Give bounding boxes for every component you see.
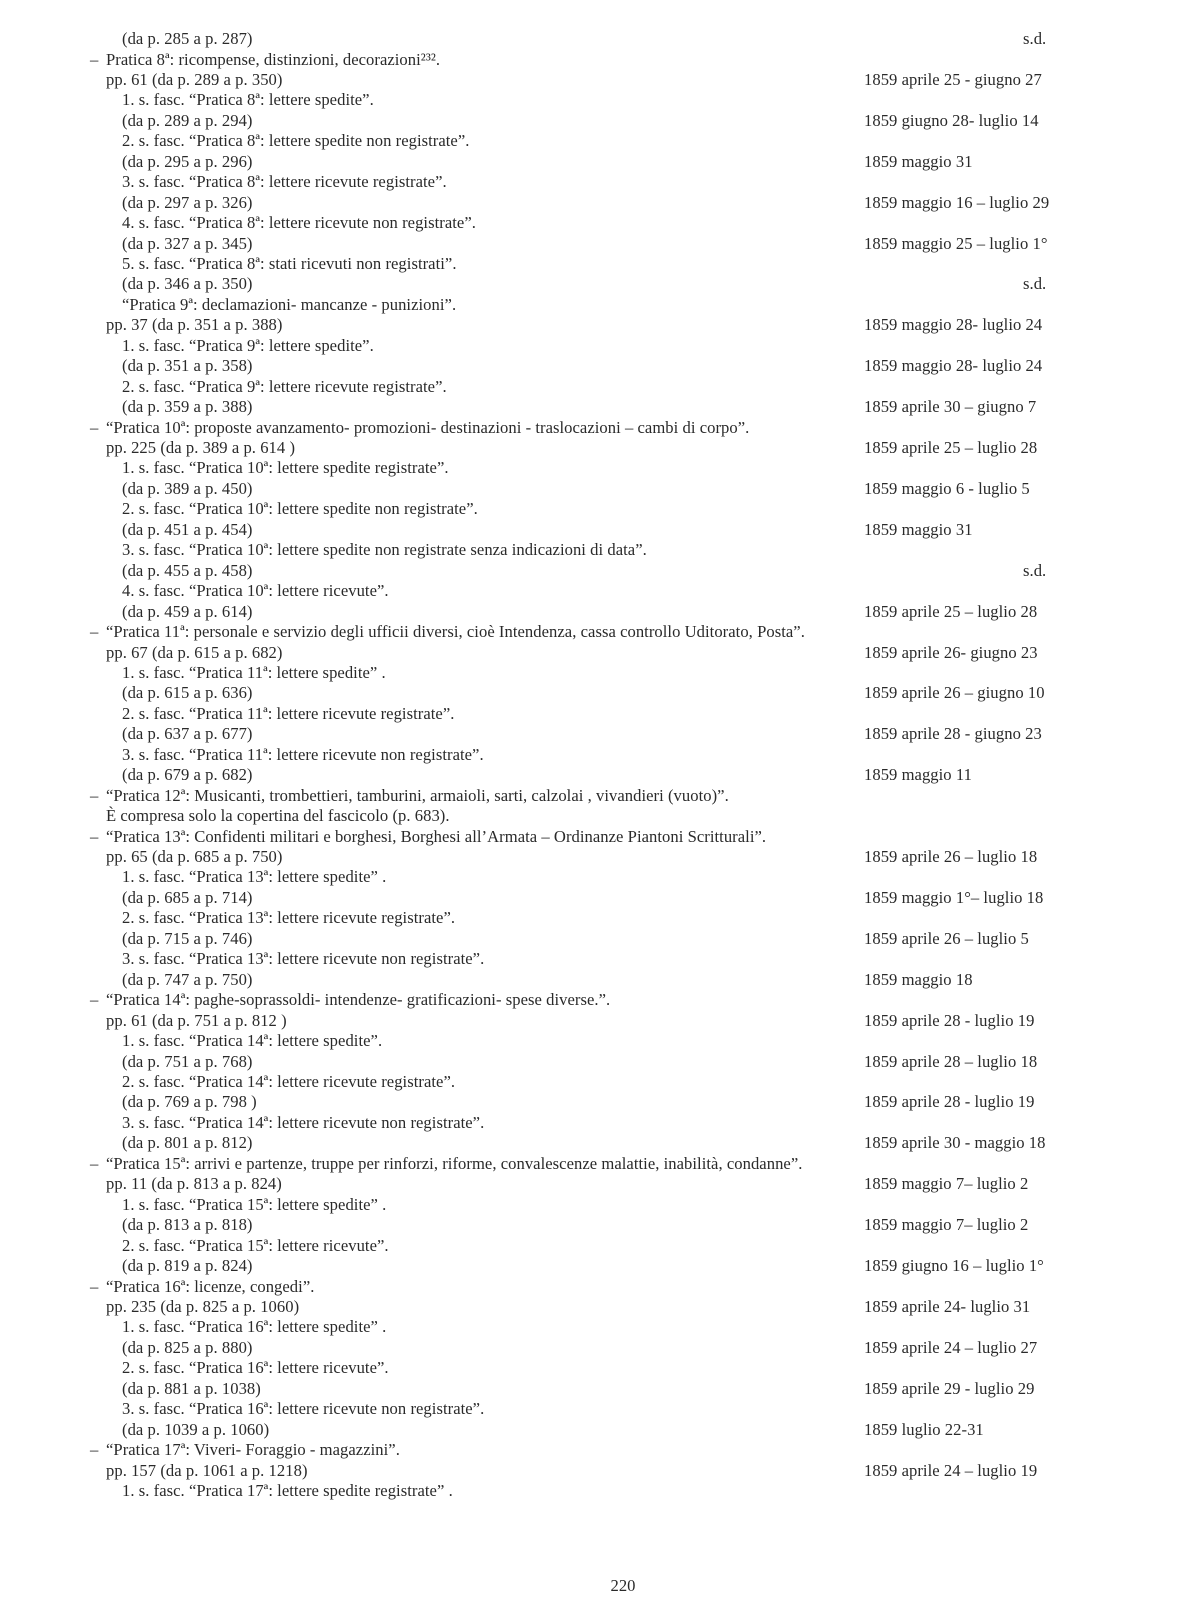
entry-line	[0, 866, 1198, 887]
entry-text: (da p. 825 a p. 880)	[122, 1337, 253, 1357]
entry-line	[0, 1276, 1198, 1297]
entry-text: (da p. 637 a p. 677)	[122, 724, 253, 744]
entry-text: 4. s. fasc. “Pratica 10ª: lettere ricevute”.	[122, 581, 389, 601]
entry-date: 1859 aprile 26 – luglio 18	[864, 847, 1038, 866]
entry-line	[0, 1419, 1198, 1440]
entry-text: pp. 157 (da p. 1061 a p. 1218)	[106, 1460, 308, 1480]
entry-text: (da p. 685 a p. 714)	[122, 887, 253, 907]
entry-text: 1. s. fasc. “Pratica 8ª: lettere spedite”.	[122, 90, 374, 110]
entry-text: (da p. 295 a p. 296)	[122, 151, 253, 171]
entry-date: 1859 giugno 16 – luglio 1°	[864, 1256, 1044, 1275]
entry-date: 1859 aprile 25 – luglio 28	[864, 601, 1038, 621]
entry-date: 1859 aprile 28 - luglio 19	[864, 1010, 1035, 1030]
entry-line	[0, 396, 1198, 417]
entry-text: 2. s. fasc. “Pratica 16ª: lettere ricevute”.	[122, 1358, 389, 1378]
entry-undated: s.d.	[1023, 560, 1047, 580]
entry-text: (da p. 751 a p. 768)	[122, 1051, 253, 1071]
entry-line	[0, 1255, 1198, 1276]
entry-date: 1859 aprile 28 – luglio 18	[864, 1051, 1038, 1071]
entry-text: “Pratica 10ª: proposte avanzamento- promozioni- destinazioni - traslocazioni – cambi di corpo”.	[106, 417, 750, 437]
entry-text: (da p. 769 a p. 798 )	[122, 1092, 257, 1112]
entry-line	[0, 417, 1198, 438]
entry-text: 1. s. fasc. “Pratica 17ª: lettere spedite registrate” .	[122, 1481, 453, 1500]
entry-line	[0, 478, 1198, 499]
entry-date: 1859 aprile 30 - maggio 18	[864, 1133, 1046, 1153]
entry-line	[0, 907, 1198, 928]
entry-dash: –	[90, 1440, 99, 1459]
entry-line	[0, 642, 1198, 663]
entry-date: 1859 maggio 7– luglio 2	[864, 1174, 1029, 1194]
entry-date: 1859 aprile 26 – luglio 5	[864, 928, 1029, 948]
entry-line	[0, 1173, 1198, 1194]
entry-line	[0, 662, 1198, 683]
entry-date: 1859 giugno 28- luglio 14	[864, 110, 1039, 130]
entry-date: 1859 aprile 24- luglio 31	[864, 1296, 1031, 1316]
entry-text: (da p. 615 a p. 636)	[122, 683, 253, 703]
page-number-text: 220	[610, 1576, 636, 1595]
entry-date: 1859 maggio 6 - luglio 5	[864, 478, 1030, 498]
entry-text: “Pratica 15ª: arrivi e partenze, truppe per rinforzi, riforme, convalescenze malattie, inabilità, condanne”.	[106, 1153, 803, 1173]
entry-line	[0, 49, 1198, 70]
entry-text: È compresa solo la copertina del fascicolo (p. 683).	[106, 806, 450, 826]
entry-text: (da p. 801 a p. 812)	[122, 1133, 253, 1153]
entry-date: 1859 aprile 24 – luglio 27	[864, 1337, 1038, 1357]
entry-line	[0, 437, 1198, 458]
entry-text: pp. 11 (da p. 813 a p. 824)	[106, 1174, 282, 1194]
entry-line	[0, 1316, 1198, 1337]
entry-line	[0, 498, 1198, 519]
entry-line	[0, 519, 1198, 540]
entry-line	[0, 335, 1198, 356]
entry-line	[0, 1091, 1198, 1112]
entry-text: 2. s. fasc. “Pratica 8ª: lettere spedite non registrate”.	[122, 131, 470, 151]
entry-text: 1. s. fasc. “Pratica 15ª: lettere spedite” .	[122, 1194, 387, 1214]
entry-date: 1859 luglio 22-31	[864, 1419, 984, 1439]
entry-text: 1. s. fasc. “Pratica 16ª: lettere spedite” .	[122, 1317, 387, 1337]
page-number	[0, 1576, 1198, 1596]
entry-date: 1859 maggio 31	[864, 519, 973, 539]
entry-date: 1859 maggio 11	[864, 765, 972, 785]
entry-line	[0, 1378, 1198, 1399]
entry-line	[0, 28, 1198, 49]
entry-date: 1859 maggio 7– luglio 2	[864, 1215, 1029, 1235]
entry-line	[0, 457, 1198, 478]
entry-line	[0, 580, 1198, 601]
entry-text: pp. 235 (da p. 825 a p. 1060)	[106, 1296, 300, 1316]
entry-line	[0, 110, 1198, 131]
entry-text: (da p. 1039 a p. 1060)	[122, 1419, 270, 1439]
entry-undated: s.d.	[1023, 274, 1047, 294]
entry-text: “Pratica 13ª: Confidenti militari e borghesi, Borghesi all’Armata – Ordinanze Piantoni Scritturali”.	[106, 826, 767, 846]
entry-line	[0, 1296, 1198, 1317]
entry-text: 1. s. fasc. “Pratica 9ª: lettere spedite”.	[122, 335, 374, 355]
entry-line	[0, 212, 1198, 233]
entry-date: 1859 maggio 28- luglio 24	[864, 315, 1043, 335]
entry-line	[0, 621, 1198, 642]
entry-line	[0, 682, 1198, 703]
entry-line	[0, 703, 1198, 724]
entry-line	[0, 376, 1198, 397]
entry-undated: s.d.	[1023, 29, 1047, 48]
entry-text: (da p. 455 a p. 458)	[122, 560, 253, 580]
entry-line	[0, 1460, 1198, 1481]
entry-line	[0, 785, 1198, 806]
entry-line	[0, 151, 1198, 172]
entry-line	[0, 723, 1198, 744]
entry-dash: –	[90, 49, 99, 69]
entry-text: 2. s. fasc. “Pratica 13ª: lettere ricevute registrate”.	[122, 908, 456, 928]
entry-text: pp. 61 (da p. 751 a p. 812 )	[106, 1010, 287, 1030]
entry-text: 1. s. fasc. “Pratica 13ª: lettere spedite” .	[122, 867, 387, 887]
entry-text: “Pratica 14ª: paghe-soprassoldi- intendenze- gratificazioni- spese diverse.”.	[106, 990, 611, 1010]
entry-text: (da p. 289 a p. 294)	[122, 110, 253, 130]
entry-line	[0, 69, 1198, 90]
entry-line	[0, 826, 1198, 847]
entry-text: (da p. 389 a p. 450)	[122, 478, 253, 498]
entry-text: “Pratica 16ª: licenze, congedi”.	[106, 1276, 315, 1296]
entry-dash: –	[90, 417, 99, 437]
entry-line	[0, 846, 1198, 867]
entry-text: (da p. 346 a p. 350)	[122, 274, 253, 294]
entry-text: 3. s. fasc. “Pratica 13ª: lettere ricevute non registrate”.	[122, 949, 485, 969]
entry-text: pp. 61 (da p. 289 a p. 350)	[106, 69, 283, 89]
entry-line	[0, 192, 1198, 213]
entry-text: (da p. 451 a p. 454)	[122, 519, 253, 539]
entry-line	[0, 1439, 1198, 1460]
entry-text: 3. s. fasc. “Pratica 16ª: lettere ricevute non registrate”.	[122, 1399, 485, 1419]
entry-line	[0, 1337, 1198, 1358]
entry-text: 1. s. fasc. “Pratica 10ª: lettere spedite registrate”.	[122, 458, 449, 478]
entry-dash: –	[90, 1153, 99, 1173]
entry-date: 1859 maggio 31	[864, 151, 973, 171]
entry-date: 1859 aprile 30 – giugno 7	[864, 397, 1037, 417]
entry-line	[0, 233, 1198, 254]
entry-text: “Pratica 9ª: declamazioni- mancanze - punizioni”.	[122, 294, 457, 314]
entry-date: 1859 aprile 26 – giugno 10	[864, 683, 1045, 703]
entry-line	[0, 171, 1198, 192]
entry-date: 1859 maggio 25 – luglio 1°	[864, 233, 1048, 253]
entry-text: “Pratica 17ª: Viveri- Foraggio - magazzini”.	[106, 1440, 400, 1459]
entry-line	[0, 1235, 1198, 1256]
entry-date: 1859 aprile 25 – luglio 28	[864, 438, 1038, 457]
entry-dash: –	[90, 785, 99, 805]
entry-text: Pratica 8ª: ricompense, distinzioni, decorazioni²³².	[106, 49, 441, 69]
entry-line	[0, 969, 1198, 990]
entry-text: (da p. 819 a p. 824)	[122, 1256, 253, 1275]
entry-line	[0, 294, 1198, 315]
entry-date: 1859 maggio 16 – luglio 29	[864, 192, 1050, 212]
entry-date: 1859 aprile 26- giugno 23	[864, 642, 1038, 662]
entry-line	[0, 130, 1198, 151]
entry-line	[0, 928, 1198, 949]
entry-line	[0, 1051, 1198, 1072]
entry-line	[0, 355, 1198, 376]
entry-line	[0, 314, 1198, 335]
entry-line	[0, 601, 1198, 622]
entry-dash: –	[90, 622, 99, 641]
entry-line	[0, 1010, 1198, 1031]
entry-line	[0, 1214, 1198, 1235]
entry-date: 1859 aprile 24 – luglio 19	[864, 1460, 1038, 1480]
entry-line	[0, 805, 1198, 826]
entry-text: (da p. 679 a p. 682)	[122, 765, 253, 785]
entry-date: 1859 maggio 18	[864, 969, 973, 989]
entry-line	[0, 1480, 1198, 1501]
entry-line	[0, 887, 1198, 908]
entry-text: (da p. 747 a p. 750)	[122, 969, 253, 989]
entry-text: 2. s. fasc. “Pratica 14ª: lettere ricevute registrate”.	[122, 1072, 456, 1091]
entry-text: (da p. 881 a p. 1038)	[122, 1378, 261, 1398]
entry-line	[0, 1132, 1198, 1153]
entry-dash: –	[90, 1276, 99, 1296]
entry-text: 5. s. fasc. “Pratica 8ª: stati ricevuti non registrati”.	[122, 253, 457, 273]
entry-text: 2. s. fasc. “Pratica 11ª: lettere ricevute registrate”.	[122, 703, 455, 723]
entry-text: 2. s. fasc. “Pratica 10ª: lettere spedite non registrate”.	[122, 499, 478, 519]
entry-date: 1859 maggio 28- luglio 24	[864, 356, 1043, 376]
entry-line	[0, 89, 1198, 110]
entry-text: 3. s. fasc. “Pratica 10ª: lettere spedite non registrate senza indicazioni di data”.	[122, 540, 647, 560]
entry-text: 4. s. fasc. “Pratica 8ª: lettere ricevute non registrate”.	[122, 213, 476, 232]
entry-date: 1859 maggio 1°– luglio 18	[864, 887, 1044, 907]
entry-line	[0, 1194, 1198, 1215]
entry-line	[0, 1153, 1198, 1174]
entry-text: 2. s. fasc. “Pratica 15ª: lettere ricevute”.	[122, 1235, 389, 1255]
entry-line	[0, 273, 1198, 294]
entry-date: 1859 aprile 29 - luglio 29	[864, 1378, 1035, 1398]
entry-text: “Pratica 11ª: personale e servizio degli ufficii diversi, cioè Intendenza, cassa controllo Uditorato, Posta”.	[106, 622, 805, 641]
entry-text: pp. 225 (da p. 389 a p. 614 )	[106, 438, 296, 457]
entry-text: 1. s. fasc. “Pratica 11ª: lettere spedite” .	[122, 662, 386, 682]
entry-text: pp. 65 (da p. 685 a p. 750)	[106, 847, 283, 866]
entry-text: pp. 67 (da p. 615 a p. 682)	[106, 642, 283, 662]
entry-text: (da p. 715 a p. 746)	[122, 928, 253, 948]
entry-line	[0, 560, 1198, 581]
entry-line	[0, 1112, 1198, 1133]
entry-dash: –	[90, 990, 99, 1010]
entry-text: 3. s. fasc. “Pratica 11ª: lettere ricevute non registrate”.	[122, 744, 484, 764]
entry-text: (da p. 327 a p. 345)	[122, 233, 253, 253]
entry-line	[0, 539, 1198, 560]
entry-date: 1859 aprile 28 - luglio 19	[864, 1092, 1035, 1112]
entry-line	[0, 764, 1198, 785]
entry-line	[0, 1398, 1198, 1419]
entry-text: 2. s. fasc. “Pratica 9ª: lettere ricevute registrate”.	[122, 376, 447, 396]
entry-date: 1859 aprile 28 - giugno 23	[864, 724, 1042, 744]
entry-text: 3. s. fasc. “Pratica 8ª: lettere ricevute registrate”.	[122, 172, 447, 192]
entry-text: (da p. 351 a p. 358)	[122, 356, 253, 376]
entry-text: (da p. 459 a p. 614)	[122, 601, 253, 621]
entry-text: “Pratica 12ª: Musicanti, trombettieri, tamburini, armaioli, sarti, calzolai , vivandieri (vuoto)”.	[106, 785, 729, 805]
entry-text: (da p. 813 a p. 818)	[122, 1215, 253, 1235]
entry-line	[0, 1357, 1198, 1378]
entry-line	[0, 1071, 1198, 1092]
entry-text: (da p. 285 a p. 287)	[122, 29, 253, 48]
entry-line	[0, 989, 1198, 1010]
entry-line	[0, 744, 1198, 765]
entry-text: (da p. 297 a p. 326)	[122, 192, 253, 212]
entry-text: 1. s. fasc. “Pratica 14ª: lettere spedite”.	[122, 1031, 383, 1050]
entry-line	[0, 948, 1198, 969]
entry-text: 3. s. fasc. “Pratica 14ª: lettere ricevute non registrate”.	[122, 1112, 485, 1132]
entry-dash: –	[90, 826, 99, 846]
entry-text: pp. 37 (da p. 351 a p. 388)	[106, 315, 283, 335]
entry-date: 1859 aprile 25 - giugno 27	[864, 69, 1042, 89]
entry-line	[0, 1030, 1198, 1051]
entry-text: (da p. 359 a p. 388)	[122, 397, 253, 417]
entry-line	[0, 253, 1198, 274]
